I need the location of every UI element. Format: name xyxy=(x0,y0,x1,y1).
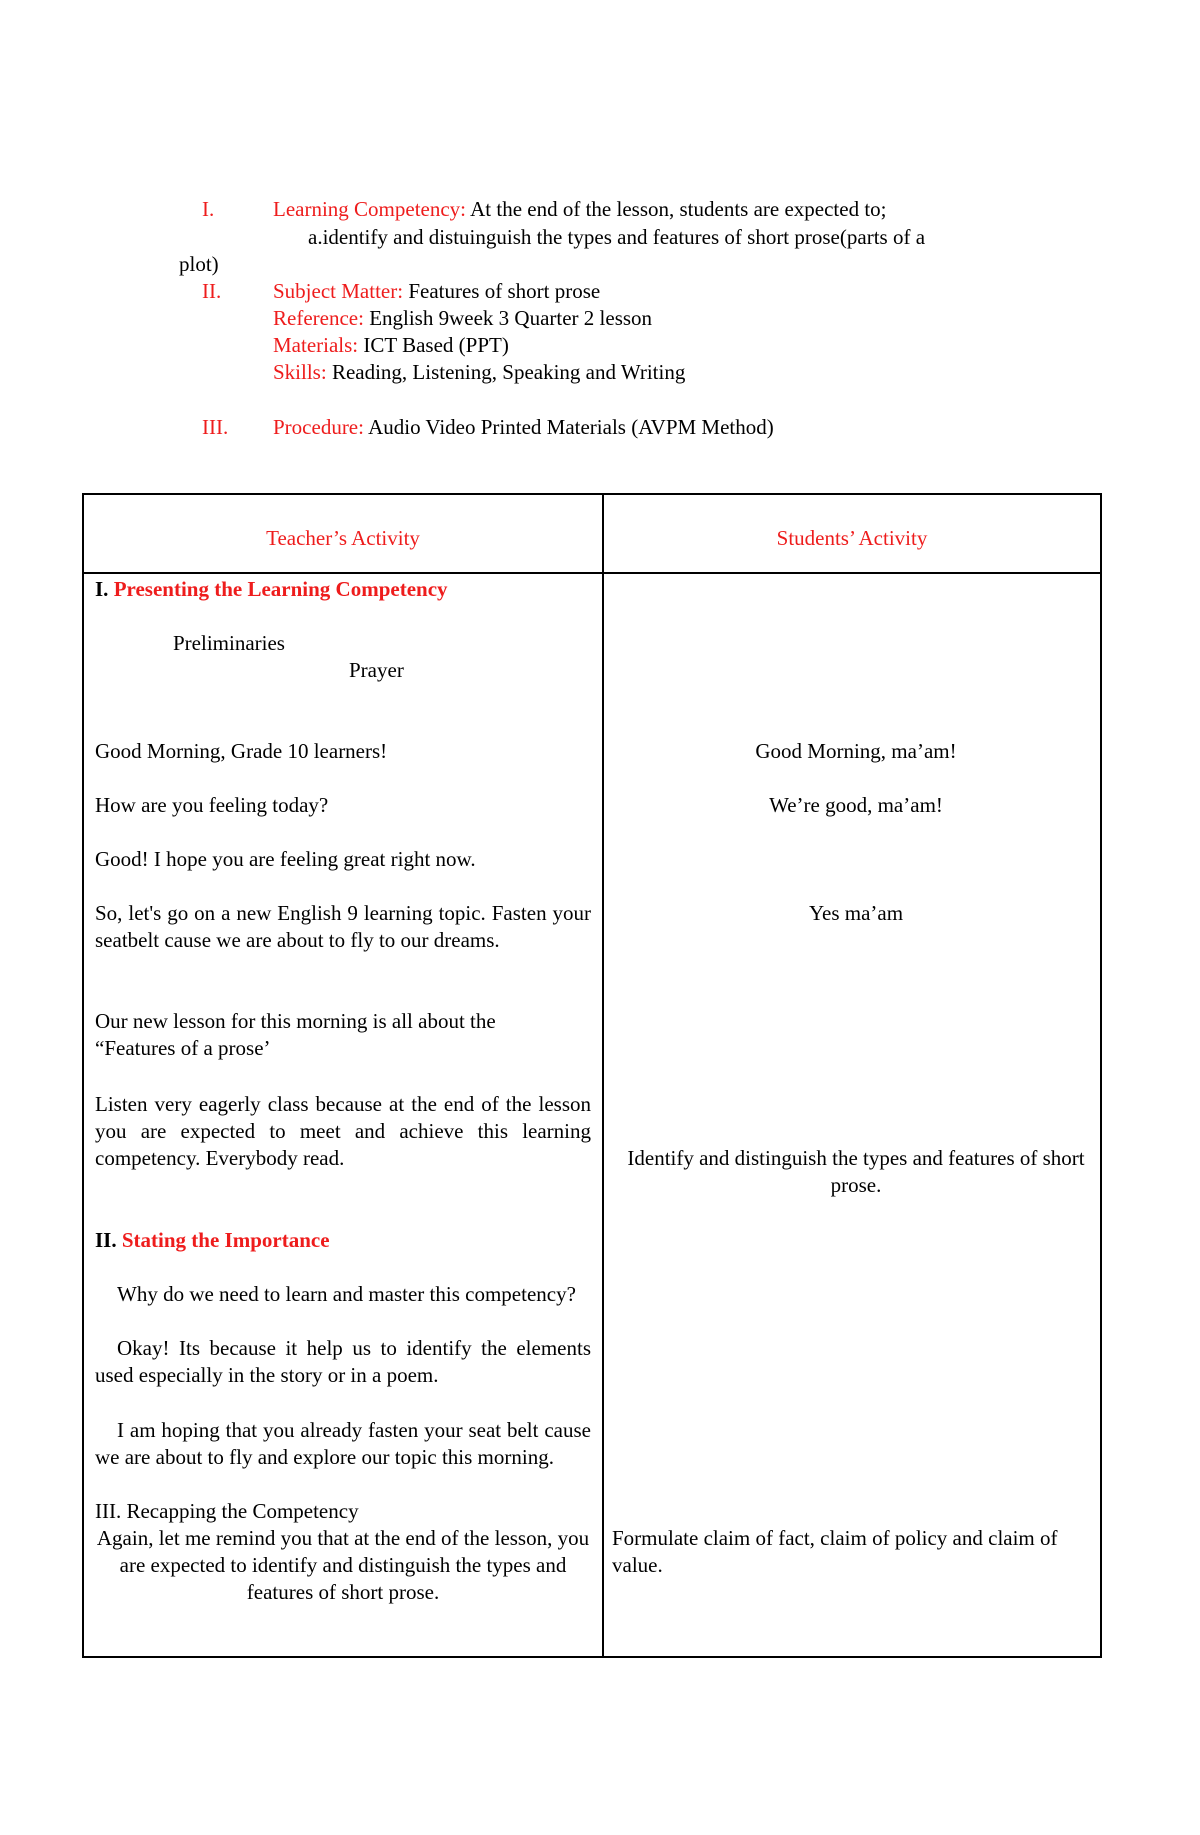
skills-line xyxy=(273,359,685,386)
section-2-number: II. xyxy=(95,1228,117,1252)
section-3-heading: III. Recapping the Competency xyxy=(95,1499,359,1523)
teacher-listen-instruction: Listen very eagerly class because at the end of the lesson you are expected to meet and achieve this learning competency. Everybody read. xyxy=(95,1092,591,1170)
item-numeral-1: I. xyxy=(202,197,215,221)
learning-competency-label: Learning Competency: xyxy=(273,197,467,221)
teacher-lesson-intro: Our new lesson for this morning is all about the “Features of a prose’ xyxy=(95,1009,496,1060)
prayer-label: Prayer xyxy=(349,658,404,682)
reference-label: Reference: xyxy=(273,306,364,330)
reference-text: English 9week 3 Quarter 2 lesson xyxy=(369,306,653,330)
materials-line xyxy=(273,332,509,359)
section-1-heading xyxy=(95,576,591,603)
subject-matter-text: Features of short prose xyxy=(408,279,601,303)
procedure-text: Audio Video Printed Materials (AVPM Method) xyxy=(368,415,774,439)
section-1-title: Presenting the Learning Competency xyxy=(113,577,448,601)
subject-matter-label: Subject Matter: xyxy=(273,279,404,303)
students-activity-header: Students’ Activity xyxy=(776,526,928,550)
procedure-label: Procedure: xyxy=(273,415,364,439)
teacher-feeling-question: How are you feeling today? xyxy=(95,793,329,817)
header-divider xyxy=(84,572,1100,574)
objective-line-1: a.identify and distuinguish the types and features of short prose(parts of a xyxy=(308,225,926,249)
teacher-okay-answer: Okay! Its because it help us to identify the elements used especially in the story or in a poem. xyxy=(95,1336,591,1387)
section-1-number: I. xyxy=(95,577,109,601)
student-greeting: Good Morning, ma’am! xyxy=(755,739,957,763)
item-numeral-2: II. xyxy=(202,279,222,303)
student-yes-reply: Yes ma’am xyxy=(808,901,904,925)
objective-line-2: plot) xyxy=(179,252,219,276)
learning-competency-line xyxy=(273,196,887,223)
teacher-new-topic: So, let's go on a new English 9 learning topic. Fasten your seatbelt cause we are about to fly to our dreams. xyxy=(95,901,591,952)
student-competency-reading: Identify and distinguish the types and features of short prose. xyxy=(627,1146,1085,1197)
subject-matter-line xyxy=(273,278,600,305)
materials-text: ICT Based (PPT) xyxy=(363,333,509,357)
learning-competency-text: At the end of the lesson, students are expected to; xyxy=(470,197,887,221)
skills-label: Skills: xyxy=(273,360,327,384)
teacher-hoping-text: I am hoping that you already fasten your seat belt cause we are about to fly and explore our topic this morning. xyxy=(95,1418,591,1469)
teacher-greeting: Good Morning, Grade 10 learners! xyxy=(95,739,388,763)
item-numeral-3: III. xyxy=(202,415,229,439)
skills-text: Reading, Listening, Speaking and Writing xyxy=(331,360,686,384)
teacher-good-reply: Good! I hope you are feeling great right now. xyxy=(95,847,476,871)
procedure-line xyxy=(273,414,774,441)
lesson-table xyxy=(82,493,1102,1658)
section-2-heading xyxy=(95,1227,591,1254)
teacher-activity-header: Teacher’s Activity xyxy=(266,526,420,550)
student-feeling-reply: We’re good, ma’am! xyxy=(769,793,943,817)
teacher-why-question: Why do we need to learn and master this competency? xyxy=(117,1282,576,1306)
section-2-title: Stating the Importance xyxy=(121,1228,330,1252)
reference-line xyxy=(273,305,652,332)
student-formulate-reply: Formulate claim of fact, claim of policy and claim of value. xyxy=(612,1526,1058,1577)
preliminaries-label: Preliminaries xyxy=(173,631,285,655)
teacher-recap-text: Again, let me remind you that at the end of the lesson, you are expected to identify and distinguish the types and features of short prose. xyxy=(96,1526,590,1604)
column-divider xyxy=(602,495,604,1656)
materials-label: Materials: xyxy=(273,333,359,357)
